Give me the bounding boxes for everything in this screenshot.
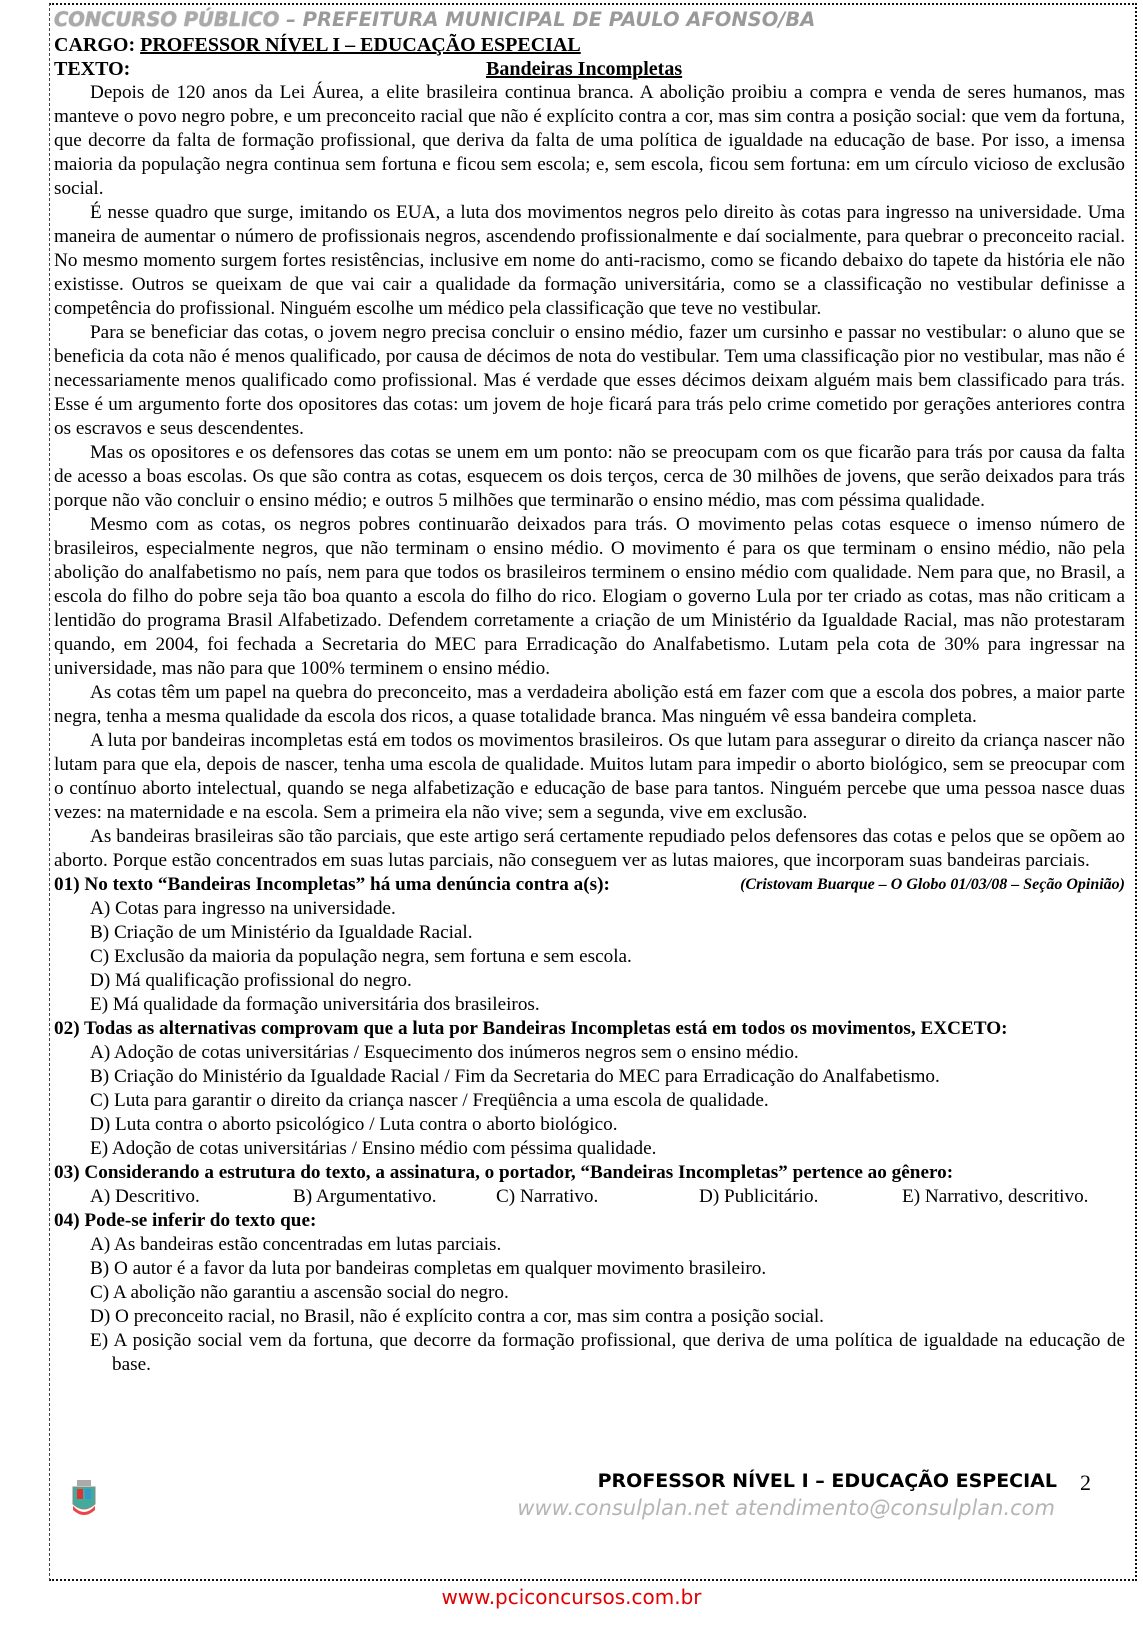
question-3: 03) Considerando a estrutura do texto, a assinatura, o portador, “Bandeiras Incompletas” pertence ao gênero: A) Descritivo. B) Argumentativo. C) Narrativo. D) Publicitário. E) Narrativo, descritivo. <box>54 1162 1089 1207</box>
option: E) Má qualidade da formação universitária dos brasileiros. <box>90 994 540 1015</box>
question-2: 02) Todas as alternativas comprovam que a luta por Bandeiras Incompletas está em todos os movimentos, EXCETO: A) Adoção de cotas universitárias / Esquecimento dos inúmeros negros sem o ensino médio. B) Criação do Ministério da Igualdade Racial / Fim da Secretaria do MEC para Erradicação do Analfabetismo. C) Luta para garantir o direito da criança nascer / Freqüência a uma escola de qualidade. D) Luta contra o aborto psicológico / Luta contra o aborto biológico. E) Adoção de cotas universitárias / Ensino médio com péssima qualidade. <box>54 1017 1125 1161</box>
option: A) Adoção de cotas universitárias / Esquecimento dos inúmeros negros sem o ensino médio. <box>90 1042 799 1063</box>
paragraph: É nesse quadro que surge, imitando os EUA, a luta dos movimentos negros pelo direito às cotas para ingresso na universidade. Uma maneira de aumentar o número de profissionais negros, ascendendo profissionalmente e daí socialmente, para quebrar o preconceito racial. No mesmo momento surgem fortes resistências, inclusive em nome do anti-racismo, como se ficando debaixo do tapete da história ele não existisse. Outros se queixam de que vai cair a qualidade da formação universitária, como se a classificação no vestibular definisse a competência do profissional. Ninguém escolhe um médico pela classificação que teve no vestibular. <box>54 202 1125 319</box>
paragraph: Mesmo com as cotas, os negros pobres continuarão deixados para trás. O movimento pelas cotas esquece o imenso número de brasileiros, especialmente negros, que não terminam o ensino médio. O movimento é para os que terminam o ensino médio, não pela abolição do analfabetismo no país, nem para que todos os brasileiros terminem o ensino médio com qualidade. Nem para que, no Brasil, a escola do filho do pobre seja tão boa quanto a escola do filho do rico. Elogiam o governo Lula por ter criado as cotas, mas não criticam a lentidão do programa Brasil Alfabetizado. Defendem corretamente a criação de um Ministério da Igualdade Racial, mas não protestaram quando, em 2004, foi fechada a Secretaria do MEC para Erradicação do Analfabetismo. Lutam pela cota de 30% para ingressar na universidade, mas não para que 100% terminem o ensino médio. <box>54 514 1125 679</box>
source-link[interactable]: www.pciconcursos.com.br <box>441 1585 702 1609</box>
cargo-line: CARGO: PROFESSOR NÍVEL I – EDUCAÇÃO ESPECIAL <box>54 34 581 56</box>
question-4: 04) Pode-se inferir do texto que: A) As bandeiras estão concentradas em lutas parciais. B) O autor é a favor da luta por bandeiras completas em qualquer movimento brasileiro. C) A abolição não garantiu a ascensão social do negro. D) O preconceito racial, no Brasil, não é explícito contra a cor, mas sim contra a posição social. E) A posição social vem da fortuna, que decorre da formação profissional, que deriva de uma política de igualdade na educação de base. <box>54 1210 1125 1375</box>
option: B) Argumentativo. <box>293 1186 437 1207</box>
paragraph: Mas os opositores e os defensores das cotas se unem em um ponto: não se preocupam com os que ficarão para trás por causa da falta de acesso a boas escolas. Os que são contra as cotas, esquecem os dois terços, cerca de 30 milhões de jovens, que serão deixados para trás porque não vão concluir o ensino médio; e outros 5 milhões que terminarão o ensino médio, mas com péssima qualidade. <box>54 442 1125 511</box>
article-body <box>54 81 1125 893</box>
paragraph: As cotas têm um papel na quebra do preconceito, mas a verdadeira abolição está em fazer com que a escola dos pobres, a maior parte negra, tenha a mesma qualidade da escola dos ricos, a quase totalidade branca. Mas ninguém vê essa bandeira completa. <box>54 682 1125 727</box>
footer-contact: www.consulplan.net atendimento@consulplan.com <box>517 1496 1055 1520</box>
option: D) Publicitário. <box>699 1186 819 1207</box>
question-1: 01) No texto “Bandeiras Incompletas” há uma denúncia contra a(s): A) Cotas para ingresso na universidade. B) Criação de um Ministério da Igualdade Racial. C) Exclusão da maioria da população negra, sem fortuna e sem escola. D) Má qualificação profissional do negro. E) Má qualidade da formação universitária dos brasileiros. <box>54 873 1125 1017</box>
option: D) O preconceito racial, no Brasil, não é explícito contra a cor, mas sim contra a posição social. <box>90 1306 824 1327</box>
option: B) O autor é a favor da luta por bandeiras completas em qualquer movimento brasileiro. <box>90 1258 767 1279</box>
option: A) Cotas para ingresso na universidade. <box>90 898 396 919</box>
page-number: 2 <box>1080 1470 1091 1495</box>
contest-header: CONCURSO PÚBLICO – PREFEITURA MUNICIPAL DE PAULO AFONSO/BA <box>54 8 816 31</box>
paragraph: Depois de 120 anos da Lei Áurea, a elite brasileira continua branca. A abolição proibiu a compra e venda de seres humanos, mas manteve o povo negro pobre, e um preconceito racial que não é explícito contra a cor, mas sim contra a posição social: que vem da fortuna, que decorre da falta de formação profissional, que deriva da falta de uma política de igualdade na educação de base. Por isso, a imensa maioria da população negra continua sem fortuna e ficou sem escola; e, sem escola, ficou sem fortuna: em um círculo vicioso de exclusão social. <box>54 82 1125 199</box>
footer-title: PROFESSOR NÍVEL I – EDUCAÇÃO ESPECIAL <box>597 1470 1057 1492</box>
option: D) Má qualificação profissional do negro. <box>90 970 412 991</box>
text-title-row: TEXTO: Bandeiras Incompletas <box>54 58 683 80</box>
option: C) A abolição não garantiu a ascensão social do negro. <box>90 1282 509 1303</box>
option: E) Adoção de cotas universitárias / Ensino médio com péssima qualidade. <box>90 1138 657 1159</box>
option: E) Narrativo, descritivo. <box>902 1186 1089 1207</box>
option: B) Criação do Ministério da Igualdade Racial / Fim da Secretaria do MEC para Erradicação do Analfabetismo. <box>90 1066 940 1087</box>
option: B) Criação de um Ministério da Igualdade Racial. <box>90 922 473 943</box>
paragraph: Para se beneficiar das cotas, o jovem negro precisa concluir o ensino médio, fazer um cursinho e passar no vestibular: o aluno que se beneficia da cota não é menos qualificado, por causa de décimos de nota do vestibular. Tem uma classificação pior no vestibular, mas não é necessariamente menos qualificado como profissional. Mas é verdade que esses décimos deixam alguém mais bem classificado para trás. Esse é um argumento forte dos opositores das cotas: um jovem de hoje ficará para trás pelo crime cometido por gerações anteriores contra os escravos e seus descendentes. <box>54 322 1125 439</box>
option: C) Exclusão da maioria da população negra, sem fortuna e sem escola. <box>90 946 632 967</box>
option: A) As bandeiras estão concentradas em lutas parciais. <box>90 1234 502 1255</box>
municipal-crest-icon <box>70 1480 98 1516</box>
option: C) Narrativo. <box>496 1186 599 1207</box>
signature: (Cristovam Buarque – O Globo 01/03/08 – Seção Opinião) <box>740 876 1125 893</box>
paragraph: As bandeiras brasileiras são tão parciais, que este artigo será certamente repudiado pelos defensores das cotas e pelos que se opõem ao aborto. Porque estão concentrados em suas lutas parciais, não conseguem ver as lutas maiores, que incorporam suas bandeiras parciais. (Cristovam Buarque – O Globo 01/03/08 – Seção Opinião) <box>54 825 1125 873</box>
option: E) A posição social vem da fortuna, que decorre da formação profissional, que deriva de uma política de igualdade na educação de base. <box>90 1330 1125 1375</box>
option: C) Luta para garantir o direito da criança nascer / Freqüência a uma escola de qualidade. <box>90 1090 769 1111</box>
text-title: Bandeiras Incompletas <box>486 58 683 80</box>
option: D) Luta contra o aborto psicológico / Luta contra o aborto biológico. <box>90 1114 618 1135</box>
paragraph: A luta por bandeiras incompletas está em todos os movimentos brasileiros. Os que lutam para assegurar o direito da criança nascer não lutam para que ela, depois de nascer, tenha uma escola de qualidade. Muitos lutam para impedir o aborto biológico, sem se preocupar com o contínuo aborto intelectual, quando se nega alfabetização e educação de base para tantos. Ninguém percebe que uma pessoa nasce duas vezes: na maternidade e na escola. Sem a primeira ela não vive; sem a segunda, vive em exclusão. <box>54 730 1125 823</box>
exam-page <box>49 3 1137 1581</box>
option: A) Descritivo. <box>90 1186 200 1207</box>
